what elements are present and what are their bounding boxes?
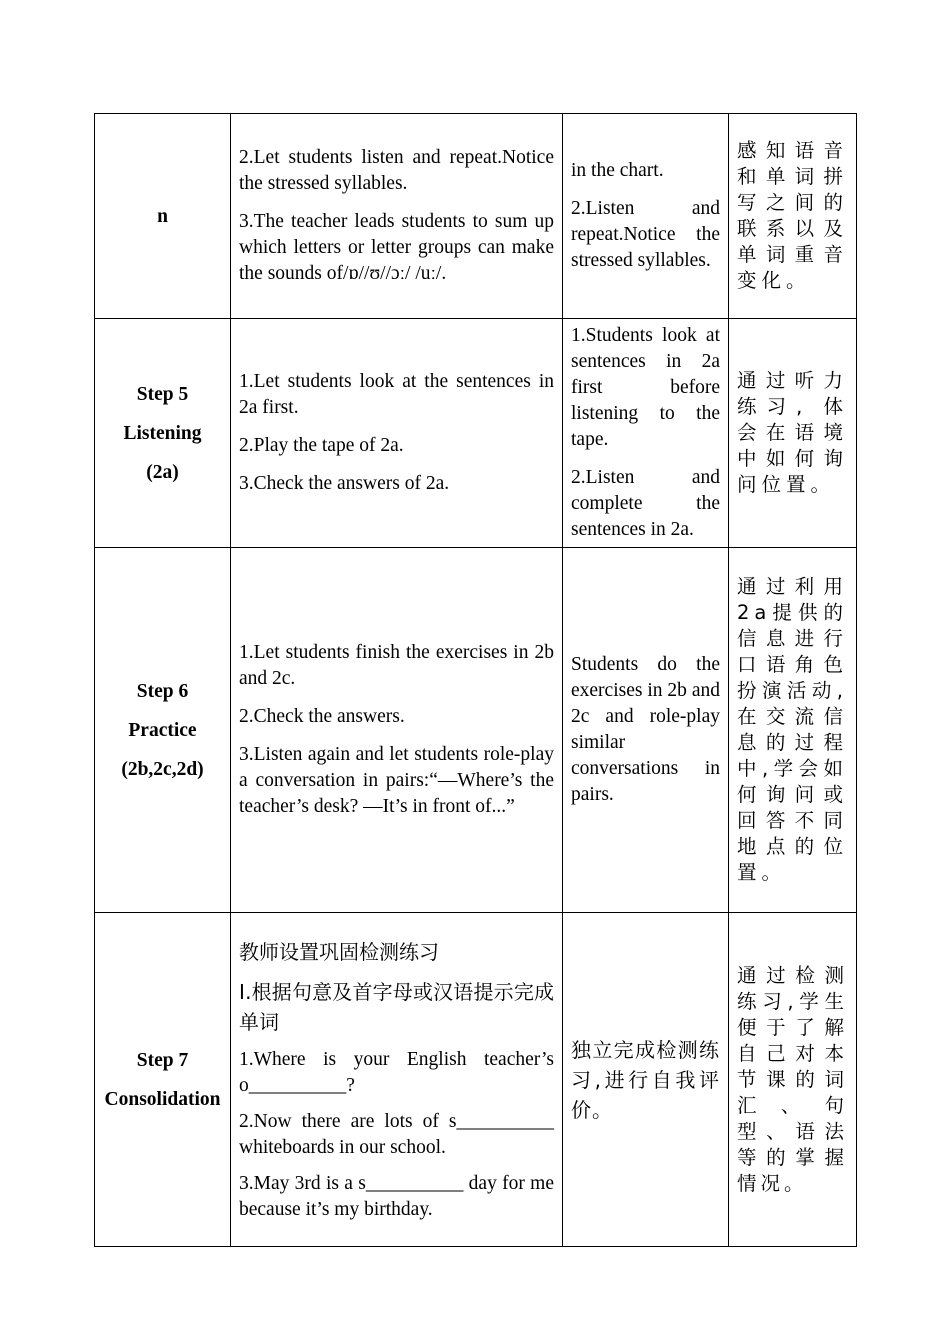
step-title: Step 5 — [136, 383, 189, 405]
teacher-activity-item: 3.Check the answers of 2a. — [239, 473, 450, 494]
step-name: Consolidation — [104, 1088, 221, 1110]
teacher-activity-item: 3.The teacher leads students to sum up which letters or letter groups can make the sounds of/ɒ//ʊ//ɔː/ /uː/. — [239, 211, 554, 284]
teacher-activity-heading: 教师设置巩固检测练习 — [239, 939, 439, 964]
step-title: n — [157, 205, 168, 227]
table-row — [95, 319, 857, 548]
step-sections: (2a) — [146, 461, 179, 483]
step-sections: (2b,2c,2d) — [121, 758, 204, 780]
exercise-item: 2.Now there are lots of s__________ whiteboards in our school. — [239, 1110, 554, 1158]
table-row — [95, 913, 857, 1247]
teacher-activity-item: 1.Let students finish the exercises in 2b and 2c. — [239, 642, 554, 689]
teacher-activity-item: 1.Let students look at the sentences in 2a first. — [239, 371, 554, 418]
step-cell — [95, 548, 231, 913]
student-activity-item: 独立完成检测练习,进行自我评价。 — [571, 1037, 720, 1122]
step-name: Listening — [123, 422, 202, 444]
student-activity-item: Students do the exercises in 2b and 2c and role-play similar conversations in pairs. — [571, 654, 720, 805]
purpose-text: 通过听力练习, 体会在语境中如何询问位置。 — [737, 369, 848, 496]
exercise-item: 3.May 3rd is a s__________ day for me because it’s my birthday. — [239, 1172, 554, 1220]
step-name: Practice — [128, 719, 197, 741]
purpose-text: 通过检测练习,学生便于了解自己对本节课的词汇、句型、语法等的掌握情况。 — [737, 963, 848, 1195]
step-cell — [95, 114, 231, 319]
teacher-activity-cell — [231, 114, 563, 319]
teacher-activity-cell — [231, 913, 563, 1247]
student-activity-cell — [563, 548, 729, 913]
teacher-activity-item: 2.Let students listen and repeat.Notice the stressed syllables. — [239, 147, 554, 194]
purpose-cell — [729, 319, 857, 548]
teacher-activity-item: 2.Play the tape of 2a. — [239, 435, 404, 456]
exercise-instruction: Ⅰ.根据句意及首字母或汉语提示完成单词 — [239, 979, 554, 1034]
exercise-item: 1.Where is your English teacher’s o__________? — [239, 1048, 554, 1096]
student-activity-item: 2.Listen and repeat.Notice the stressed syllables. — [571, 198, 720, 271]
table-row — [95, 548, 857, 913]
lesson-plan-table — [94, 113, 857, 1247]
purpose-cell — [729, 548, 857, 913]
table-row — [95, 114, 857, 319]
purpose-cell — [729, 913, 857, 1247]
step-title: Step 6 — [136, 680, 189, 702]
teacher-activity-cell — [231, 319, 563, 548]
teacher-activity-item: 2.Check the answers. — [239, 706, 405, 727]
teacher-activity-cell — [231, 548, 563, 913]
step-title: Step 7 — [136, 1049, 189, 1071]
student-activity-cell — [563, 319, 729, 548]
teacher-activity-item: 3.Listen again and let students role-play a conversation in pairs:“—Where’s the teacher’s desk? —It’s in front of...” — [239, 744, 554, 817]
student-activity-item: 1.Students look at sentences in 2a first before listening to the tape. — [571, 325, 720, 450]
purpose-cell — [729, 114, 857, 319]
student-activity-cell — [563, 114, 729, 319]
purpose-text: 通过利用2a提供的信息进行口语角色扮演活动,在交流信息的过程中,学会如何询问或回答不同地点的位置。 — [737, 575, 848, 884]
step-cell — [95, 913, 231, 1247]
student-activity-item: 2.Listen and complete the sentences in 2a. — [571, 467, 720, 540]
student-activity-cell — [563, 913, 729, 1247]
purpose-text: 感知语音和单词拼写之间的联系以及单词重音变化。 — [737, 139, 848, 292]
student-activity-item: in the chart. — [571, 160, 664, 181]
step-cell — [95, 319, 231, 548]
